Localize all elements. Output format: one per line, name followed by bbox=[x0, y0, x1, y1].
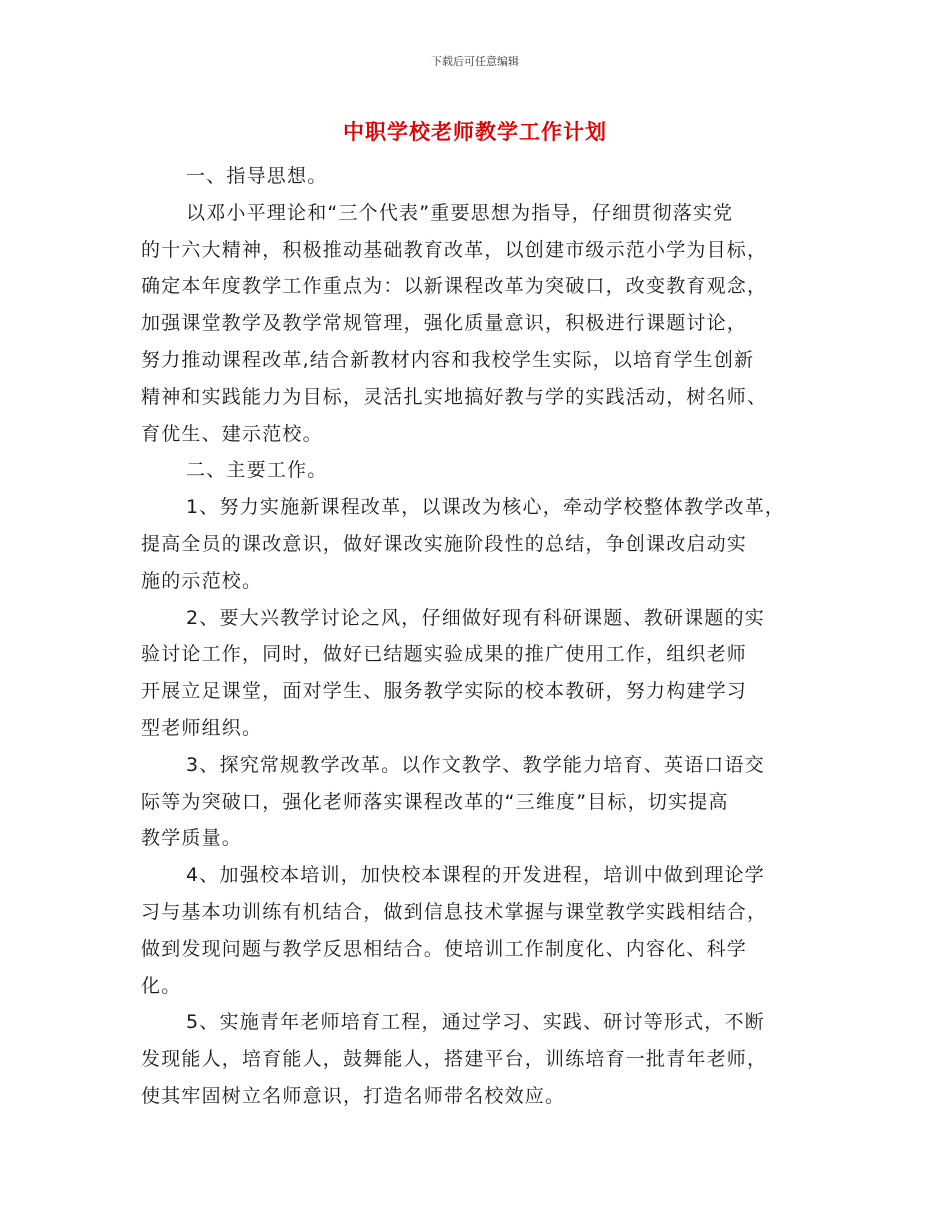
paragraph-item-2 bbox=[141, 600, 813, 747]
text-line: 加强课堂教学及教学常规管理，强化质量意识，积极进行课题讨论， bbox=[141, 312, 748, 335]
text-line: 1、努力实施新课程改革，以课改为核心，牵动学校整体教学改革， bbox=[186, 496, 786, 519]
text-line: 一、指导思想。 bbox=[186, 165, 328, 187]
text-line: 以邓小平理论和“三个代表”重要思想为指导，仔细贯彻落实党 bbox=[186, 201, 734, 224]
text-line: 的十六大精神，积极推动基础教育改革，以创建市级示范小学为目标， bbox=[141, 238, 768, 261]
header-note: 下载后可任意编辑 bbox=[431, 55, 519, 68]
section-heading-guiding-ideology bbox=[141, 158, 813, 195]
text-line: 提高全员的课改意识，做好课改实施阶段性的总结，争创课改启动实 bbox=[141, 532, 748, 555]
text-line: 使其牢固树立名师意识，打造名师带名校效应。 bbox=[141, 1084, 566, 1107]
section-heading-main-work bbox=[141, 452, 813, 489]
paragraph-item-5 bbox=[141, 1004, 813, 1114]
text-line: 精神和实践能力为目标，灵活扎实地搞好教与学的实践活动，树名师、 bbox=[141, 385, 768, 408]
text-line: 3、探究常规教学改革。以作文教学、教学能力培育、英语口语交 bbox=[186, 753, 765, 776]
text-line: 开展立足课堂，面对学生、服务教学实际的校本教研，努力构建学习 bbox=[141, 680, 748, 703]
text-line: 确定本年度教学工作重点为：以新课程改革为突破口，改变教育观念， bbox=[141, 275, 768, 298]
text-line: 教学质量。 bbox=[141, 827, 243, 850]
paragraph-item-3 bbox=[141, 747, 813, 857]
text-line: 化。 bbox=[141, 974, 182, 997]
document-body bbox=[141, 158, 813, 1115]
text-line: 育优生、建示范校。 bbox=[141, 422, 323, 445]
text-line: 型老师组织。 bbox=[141, 716, 263, 739]
text-line: 际等为突破口，强化老师落实课程改革的“三维度”目标，切实提高 bbox=[141, 790, 729, 813]
text-line: 4、加强校本培训，加快校本课程的开发进程，培训中做到理论学 bbox=[186, 864, 765, 887]
text-line: 习与基本功训练有机结合，做到信息技术掌握与课堂教学实践相结合， bbox=[141, 900, 768, 923]
text-line: 努力推动课程改革,结合新教材内容和我校学生实际，以培育学生创新 bbox=[141, 348, 755, 371]
text-line: 发现能人，培育能人，鼓舞能人，搭建平台，训练培育一批青年老师， bbox=[141, 1048, 768, 1071]
text-line: 2、要大兴教学讨论之风，仔细做好现有科研课题、教研课题的实 bbox=[186, 606, 765, 629]
paragraph-guiding-ideology bbox=[141, 195, 813, 453]
text-line: 施的示范校。 bbox=[141, 569, 263, 592]
text-line: 做到发现问题与教学反思相结合。使培训工作制度化、内容化、科学 bbox=[141, 937, 748, 960]
text-line: 5、实施青年老师培育工程，通过学习、实践、研讨等形式，不断 bbox=[186, 1011, 765, 1034]
paragraph-item-1 bbox=[141, 489, 813, 599]
page-title: 中职学校老师教学工作计划 bbox=[343, 120, 607, 144]
paragraph-item-4 bbox=[141, 857, 813, 1004]
text-line: 验讨论工作，同时，做好已结题实验成果的推广使用工作，组织老师 bbox=[141, 643, 748, 666]
text-line: 二、主要工作。 bbox=[186, 459, 328, 482]
